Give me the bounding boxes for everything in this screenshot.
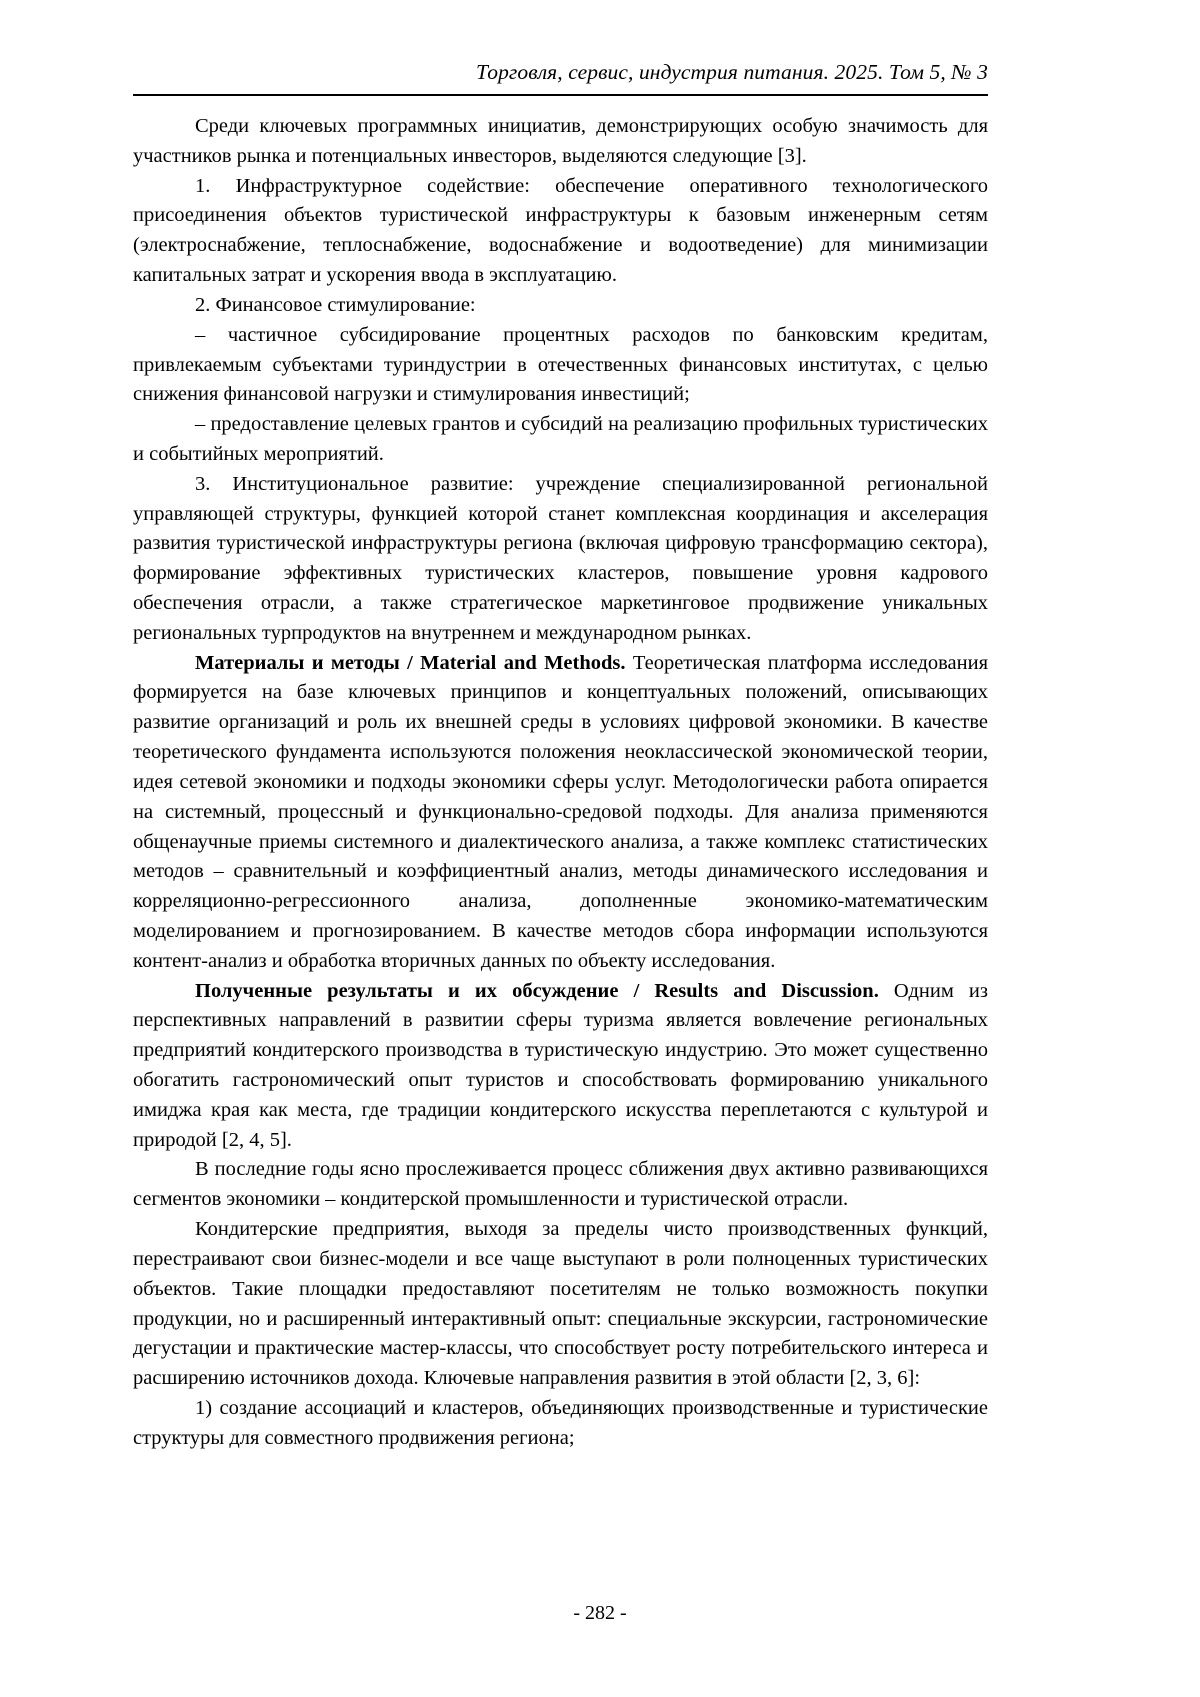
paragraph: – частичное субсидирование процентных расходов по банковским кредитам, привлекаемым субъектами туриндустрии в отечественных финансовых институтах, с целью снижения финансовой нагрузки и стимулирования инвестиций;: [133, 323, 988, 406]
materials-heading: Материалы и методы / Material and Methods.: [195, 651, 626, 674]
paragraph: 3. Институциональное развитие: учреждение специализированной региональной управляющей структуры, функцией которой станет комплексная координация и акселерация развития туристической инфраструктуры региона (включая цифровую трансформацию сектора), формирование эффективных туристических кластеров, повышение уровня кадрового обеспечения отрасли, а также стратегическое маркетинговое продвижение уникальных региональных турпродуктов на внутреннем и международном рынках.: [133, 472, 988, 644]
page-number: - 282 -: [573, 1602, 627, 1624]
body-text: [133, 112, 988, 1454]
materials-body: Теоретическая платформа исследования формируется на базе ключевых принципов и концептуальных положений, описывающих развитие организаций и роль их внешней среды в условиях цифровой экономики. В качестве теоретического фундамента используются положения неоклассической экономической теории, идея сетевой экономики и подходы экономики сферы услуг. Методологически работа опирается на системный, процессный и функционально-средовой подходы. Для анализа применяются общенаучные приемы системного и диалектического анализа, а также комплекс статистических методов – сравнительный и коэффициентный анализ, методы динамического исследования и корреляционно-регрессионного анализа, дополненные экономико-математическим моделированием и прогнозированием. В качестве методов сбора информации используются контент-анализ и обработка вторичных данных по объекту исследования.: [133, 651, 989, 972]
results-body: Одним из перспективных направлений в развитии сферы туризма является вовлечение региональных предприятий кондитерского производства в туристическую индустрию. Это может существенно обогатить гастрономический опыт туристов и способствовать формированию уникального имиджа края как места, где традиции кондитерского искусства переплетаются с культурой и природой [2, 4, 5].: [133, 979, 988, 1151]
paragraph: Кондитерские предприятия, выходя за пределы чисто производственных функций, перестраивают свои бизнес‑модели и все чаще выступают в роли полноценных туристических объектов. Такие площадки предоставляют посетителям не только возможность покупки продукции, но и расширенный интерактивный опыт: специальные экскурсии, гастрономические дегустации и практические мастер-классы, что способствует росту потребительского интереса и расширению источников дохода. Ключевые направления развития в этой области [2, 3, 6]:: [133, 1218, 988, 1390]
paragraph: 2. Финансовое стимулирование:: [195, 293, 476, 316]
paragraph: – предоставление целевых грантов и субсидий на реализацию профильных туристических и событийных мероприятий.: [133, 413, 988, 465]
results-paragraph: [133, 977, 988, 1156]
paragraph: 1) создание ассоциаций и кластеров, объединяющих производственные и туристические структуры для совместного продвижения региона;: [133, 1396, 988, 1449]
paragraph: Среди ключевых программных инициатив, демонстрирующих особую значимость для участников рынка и потенциальных инвесторов, выделяются следующие [3].: [133, 115, 988, 167]
paragraph: 1. Инфраструктурное содействие: обеспечение оперативного технологического присоединения объектов туристической инфраструктуры к базовым инженерным сетям (электроснабжение, теплоснабжение, водоснабжение и водоотведение) для минимизации капитальных затрат и ускорения ввода в эксплуатацию.: [133, 174, 988, 287]
page-content: [133, 60, 988, 1454]
materials-paragraph: [133, 649, 988, 977]
header-rule: [133, 94, 988, 96]
running-head: Торговля, сервис, индустрия питания. 2025. Том 5, № 3: [475, 60, 988, 84]
results-heading: Полученные результаты и их обсуждение / Results and Discussion.: [195, 979, 879, 1002]
paragraph: В последние годы ясно прослеживается процесс сближения двух активно развивающихся сегментов экономики – кондитерской промышленности и туристической отрасли.: [133, 1158, 988, 1211]
